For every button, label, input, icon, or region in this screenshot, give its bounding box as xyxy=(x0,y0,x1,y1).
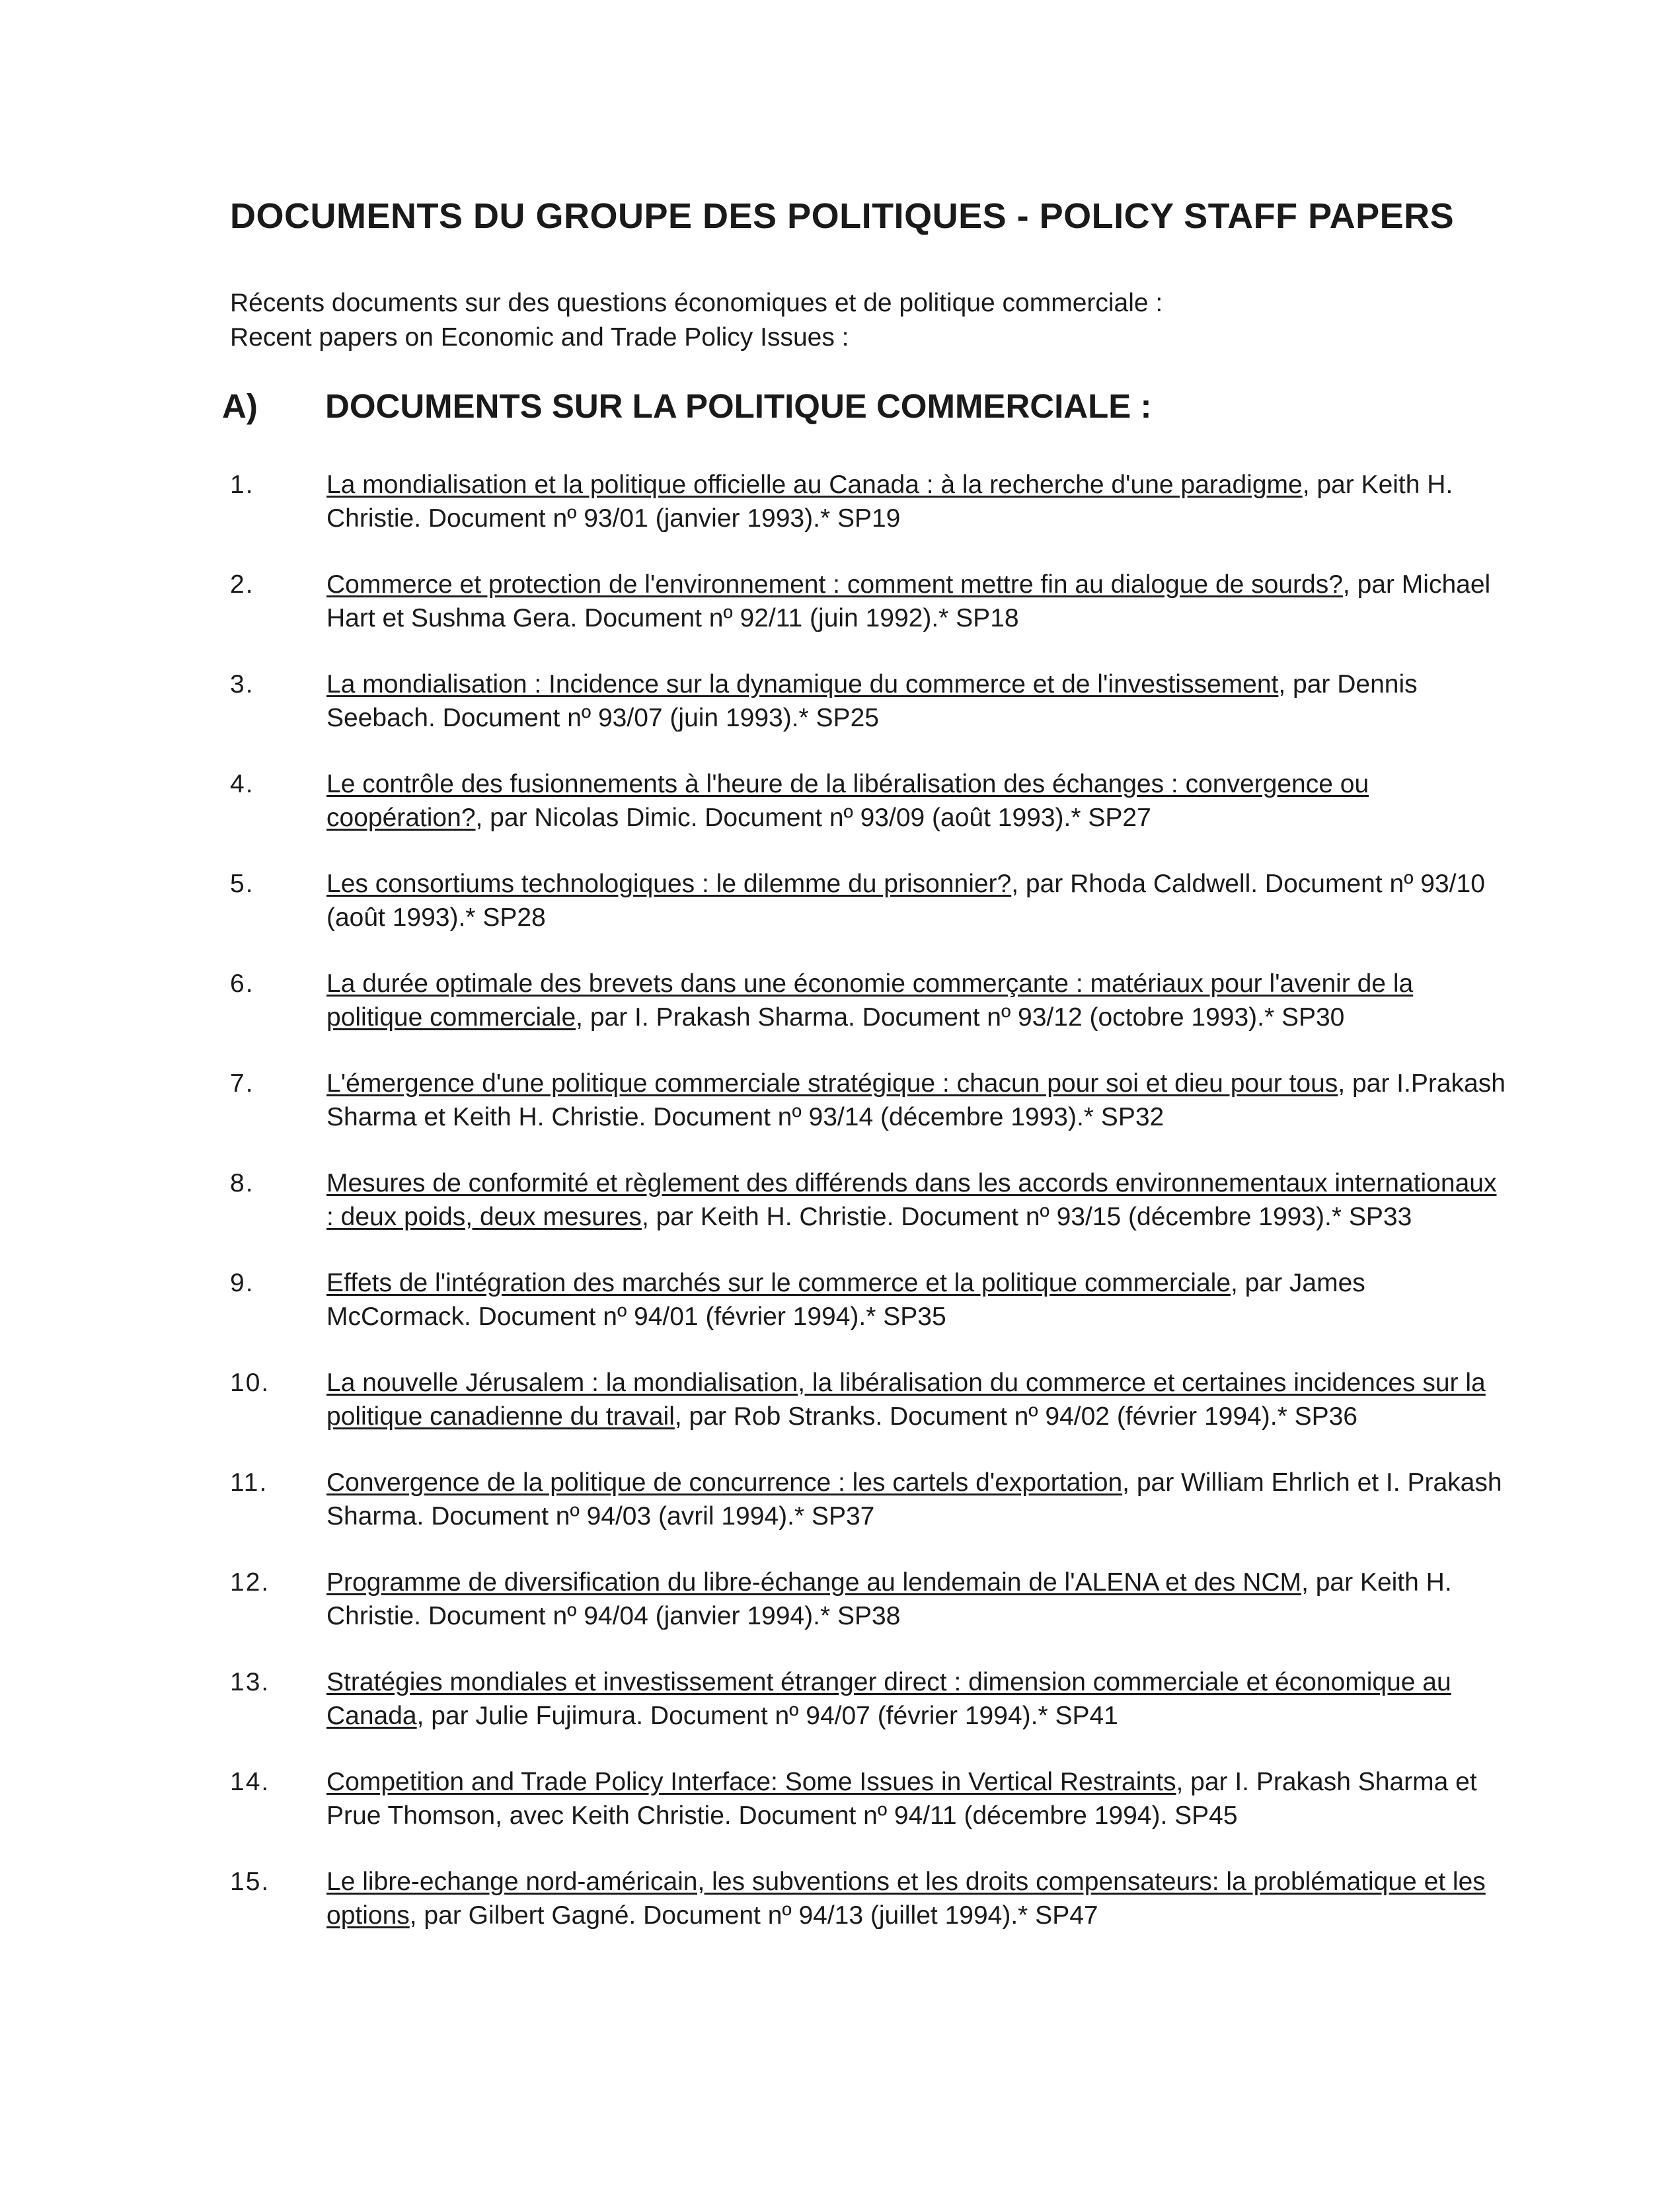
item-details: , par Michael Hart et Sushma Gera. Document nº 92/11 (juin 1992).* SP18 xyxy=(326,570,1491,632)
item-title: Commerce et protection de l'environnement : comment mettre fin au dialogue de sourds? xyxy=(326,570,1343,599)
item-details: , par Nicolas Dimic. Document nº 93/09 (août 1993).* SP27 xyxy=(475,804,1151,832)
document-list xyxy=(230,468,1506,1965)
list-item xyxy=(230,967,1506,1034)
item-citation xyxy=(326,1366,1506,1433)
list-item xyxy=(230,1566,1506,1633)
item-citation xyxy=(326,1865,1506,1932)
item-number: 2. xyxy=(230,570,254,599)
item-number: 7. xyxy=(230,1069,254,1098)
list-item xyxy=(230,468,1506,535)
item-details: , par I.Prakash Sharma et Keith H. Christie. Document nº 93/14 (décembre 1993).* SP32 xyxy=(326,1069,1506,1131)
item-title: Effets de l'intégration des marchés sur le commerce et la politique commerciale xyxy=(326,1269,1231,1297)
item-details: , par Keith H. Christie. Document nº 93/01 (janvier 1993).* SP19 xyxy=(326,471,1453,533)
section-heading xyxy=(222,387,1544,426)
item-number: 10. xyxy=(230,1369,270,1397)
item-number: 6. xyxy=(230,969,254,998)
item-details: , par I. Prakash Sharma et Prue Thomson, avec Keith Christie. Document nº 94/11 (décembre 1994). SP45 xyxy=(326,1768,1477,1830)
item-title: La mondialisation : Incidence sur la dynamique du commerce et de l'investissement xyxy=(326,670,1279,699)
item-citation xyxy=(326,568,1506,635)
list-item xyxy=(230,568,1506,635)
item-citation xyxy=(326,967,1506,1034)
item-number: 3. xyxy=(230,670,254,699)
item-title: La durée optimale des brevets dans une économie commerçante : matériaux pour l'avenir de la politique commerciale xyxy=(326,969,1414,1032)
list-item xyxy=(230,767,1506,835)
list-item xyxy=(230,1166,1506,1234)
item-number: 8. xyxy=(230,1169,254,1197)
item-details: , par Keith H. Christie. Document nº 93/15 (décembre 1993).* SP33 xyxy=(641,1203,1412,1231)
item-details: , par James McCormack. Document nº 94/01 (février 1994).* SP35 xyxy=(326,1269,1365,1331)
item-details: , par Julie Fujimura. Document nº 94/07 (février 1994).* SP41 xyxy=(416,1702,1118,1730)
item-title: Le contrôle des fusionnements à l'heure de la libéralisation des échanges : convergence ou coopération? xyxy=(326,770,1369,832)
item-title: Le libre-echange nord-américain, les subventions et les droits compensateurs: la problématique et les options xyxy=(326,1868,1486,1930)
item-title: La nouvelle Jérusalem : la mondialisation, la libéralisation du commerce et certaines incidences sur la politique canadienne du travail xyxy=(326,1369,1486,1431)
item-number: 11. xyxy=(230,1468,268,1497)
item-citation xyxy=(326,767,1506,835)
item-details: , par Rob Stranks. Document nº 94/02 (février 1994).* SP36 xyxy=(674,1402,1357,1431)
item-details: , par Keith H. Christie. Document nº 94/04 (janvier 1994).* SP38 xyxy=(326,1568,1452,1630)
item-title: Les consortiums technologiques : le dilemme du prisonnier? xyxy=(326,870,1012,898)
list-item xyxy=(230,1266,1506,1334)
item-number: 4. xyxy=(230,770,254,798)
item-title: Programme de diversification du libre-échange au lendemain de l'ALENA et des NCM xyxy=(326,1568,1302,1597)
item-citation xyxy=(326,1566,1506,1633)
list-item xyxy=(230,1865,1506,1932)
list-item xyxy=(230,1067,1506,1134)
item-title: Competition and Trade Policy Interface: Some Issues in Vertical Restraints xyxy=(326,1768,1176,1796)
item-citation xyxy=(326,1067,1506,1134)
item-title: Mesures de conformité et règlement des différends dans les accords environnementaux internationaux : deux poids, deux mesures xyxy=(326,1169,1497,1231)
item-number: 5. xyxy=(230,870,254,898)
list-item xyxy=(230,1466,1506,1533)
intro-french: Récents documents sur des questions économiques et de politique commerciale : xyxy=(230,289,1163,317)
item-citation xyxy=(326,468,1506,535)
item-title: Convergence de la politique de concurrence : les cartels d'exportation xyxy=(326,1468,1123,1497)
item-details: , par Dennis Seebach. Document nº 93/07 (juin 1993).* SP25 xyxy=(326,670,1418,732)
item-title: La mondialisation et la politique officielle au Canada : à la recherche d'une paradigme xyxy=(326,471,1303,499)
item-citation xyxy=(326,867,1506,934)
item-details: , par William Ehrlich et I. Prakash Sharma. Document nº 94/03 (avril 1994).* SP37 xyxy=(326,1468,1502,1531)
item-number: 15. xyxy=(230,1868,270,1896)
list-item xyxy=(230,1765,1506,1833)
item-citation xyxy=(326,1266,1506,1334)
item-number: 14. xyxy=(230,1768,270,1796)
item-citation xyxy=(326,1765,1506,1833)
section-letter: A) xyxy=(222,387,258,425)
intro-english: Recent papers on Economic and Trade Policy Issues : xyxy=(230,323,849,352)
item-number: 9. xyxy=(230,1269,254,1297)
item-details: , par Rhoda Caldwell. Document nº 93/10 (août 1993).* SP28 xyxy=(326,870,1485,932)
section-heading-text: DOCUMENTS SUR LA POLITIQUE COMMERCIALE : xyxy=(325,387,1152,425)
item-details: , par I. Prakash Sharma. Document nº 93/12 (octobre 1993).* SP30 xyxy=(576,1003,1345,1032)
item-citation xyxy=(326,1166,1506,1234)
item-details: , par Gilbert Gagné. Document nº 94/13 (juillet 1994).* SP47 xyxy=(409,1901,1098,1930)
item-title: L'émergence d'une politique commerciale stratégique : chacun pour soi et dieu pour tous xyxy=(326,1069,1338,1098)
list-item xyxy=(230,867,1506,934)
page-title: DOCUMENTS DU GROUPE DES POLITIQUES - POLICY STAFF PAPERS xyxy=(230,196,1455,236)
list-item xyxy=(230,667,1506,735)
item-citation xyxy=(326,667,1506,735)
item-number: 13. xyxy=(230,1668,270,1696)
item-citation xyxy=(326,1466,1506,1533)
list-item xyxy=(230,1366,1506,1433)
intro-text xyxy=(230,286,1486,355)
item-citation xyxy=(326,1665,1506,1733)
item-number: 1. xyxy=(230,471,254,499)
list-item xyxy=(230,1665,1506,1733)
item-number: 12. xyxy=(230,1568,270,1597)
item-title: Stratégies mondiales et investissement étranger direct : dimension commerciale et économique au Canada xyxy=(326,1668,1451,1730)
